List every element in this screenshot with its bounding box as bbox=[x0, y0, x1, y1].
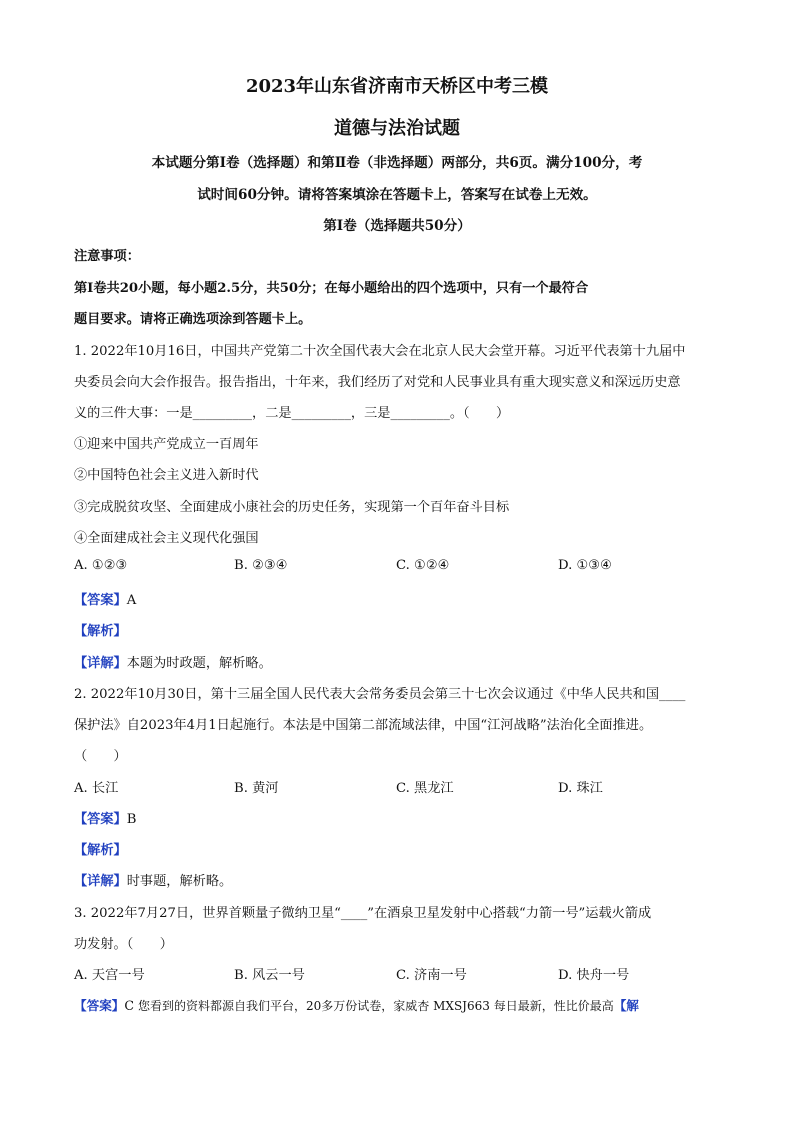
notice-line-1: 第Ⅰ卷共20小题，每小题2.5分，共50分；在每小题给出的四个选项中，只有一个最符合 bbox=[74, 281, 589, 296]
notice-label: 注意事项： bbox=[74, 249, 140, 264]
q3-option-d: D. 快舟一号 bbox=[558, 968, 630, 983]
q1-analysis bbox=[74, 620, 127, 639]
q1-option-d: D. ①③④ bbox=[558, 558, 612, 573]
answer-value: A bbox=[126, 593, 137, 608]
q2-option-d: D. 珠江 bbox=[558, 781, 603, 796]
q2-option-c: C. 黑龙江 bbox=[396, 781, 454, 796]
q1-stem-line-2: 央委员会向大会作报告。报告指出，十年来，我们经历了对党和人民事业具有重大现实意义和深远历史意 bbox=[74, 375, 681, 390]
q2-answer bbox=[74, 808, 136, 827]
q2-analysis bbox=[74, 839, 127, 858]
detail-text: 本题为时政题，解析略。 bbox=[126, 656, 272, 671]
q1-item-2: ②中国特色社会主义进入新时代 bbox=[74, 468, 259, 483]
q1-option-c: C. ①②④ bbox=[396, 558, 450, 573]
q2-option-a: A. 长江 bbox=[74, 781, 119, 796]
q1-item-3: ③完成脱贫攻坚、全面建成小康社会的历史任务，实现第一个百年奋斗目标 bbox=[74, 500, 510, 515]
detail-tag: 【详解】 bbox=[74, 656, 127, 671]
section-heading: 第Ⅰ卷（选择题共50分） bbox=[323, 218, 471, 234]
q1-option-b: B. ②③④ bbox=[234, 558, 288, 573]
answer-value: C bbox=[124, 998, 135, 1013]
answer-value: B bbox=[126, 812, 137, 827]
q1-item-1: ①迎来中国共产党成立一百周年 bbox=[74, 437, 259, 452]
q2-stem-line-3: （ ） bbox=[74, 749, 127, 764]
analysis-tag: 【解析】 bbox=[74, 624, 127, 639]
analysis-tag-partial: 【解 bbox=[613, 998, 639, 1013]
q2-option-b: B. 黄河 bbox=[234, 781, 279, 796]
intro-line-1: 本试题分第Ⅰ卷（选择题）和第Ⅱ卷（非选择题）两部分，共6页。满分100分，考 bbox=[151, 155, 643, 171]
q2-stem-line-2: 保护法》自2023年4月1日起施行。本法是中国第二部流域法律，中国“江河战略”法治化全面推进。 bbox=[74, 718, 653, 733]
q2-detail bbox=[74, 870, 232, 889]
exam-subject: 道德与法治试题 bbox=[334, 118, 460, 139]
q3-option-a: A. 天宫一号 bbox=[74, 968, 145, 983]
q1-detail bbox=[74, 652, 272, 671]
q3-option-c: C. 济南一号 bbox=[396, 968, 467, 983]
q3-stem-line-1: 3. 2022年7月27日，世界首颗量子微纳卫星“____”在酒泉卫星发射中心搭载“力箭一号”运载火箭成 bbox=[74, 906, 652, 921]
exam-title: 2023年山东省济南市天桥区中考三模 bbox=[245, 76, 549, 97]
detail-tag: 【详解】 bbox=[74, 874, 127, 889]
notice-line-2: 题目要求。请将正确选项涂到答题卡上。 bbox=[74, 312, 312, 327]
analysis-tag: 【解析】 bbox=[74, 843, 127, 858]
promo-text: 您看到的资料都源自我们平台，20多万份试卷，家威杏 MXSJ663 每日最新，性比价最高 bbox=[138, 999, 614, 1013]
answer-tag: 【答案】 bbox=[74, 593, 127, 608]
q1-answer bbox=[74, 589, 136, 608]
q2-stem-line-1: 2. 2022年10月30日，第十三届全国人民代表大会常务委员会第三十七次会议通过《中华人民共和国____ bbox=[74, 687, 686, 702]
q3-option-b: B. 风云一号 bbox=[234, 968, 305, 983]
q3-answer bbox=[74, 995, 724, 1014]
detail-text: 时事题，解析略。 bbox=[126, 874, 233, 889]
q1-stem-line-3: 义的三件大事：一是_________，二是_________，三是_________。（ ） bbox=[74, 406, 510, 421]
answer-tag: 【答案】 bbox=[74, 998, 125, 1013]
q3-stem-line-2: 功发射。（ ） bbox=[74, 937, 173, 952]
q1-stem-line-1: 1. 2022年10月16日，中国共产党第二十次全国代表大会在北京人民大会堂开幕。习近平代表第十九届中 bbox=[74, 344, 686, 359]
answer-tag: 【答案】 bbox=[74, 812, 127, 827]
q1-item-4: ④全面建成社会主义现代化强国 bbox=[74, 531, 259, 546]
intro-line-2: 试时间60分钟。请将答案填涂在答题卡上，答案写在试卷上无效。 bbox=[197, 187, 597, 203]
q1-option-a: A. ①②③ bbox=[74, 558, 128, 573]
